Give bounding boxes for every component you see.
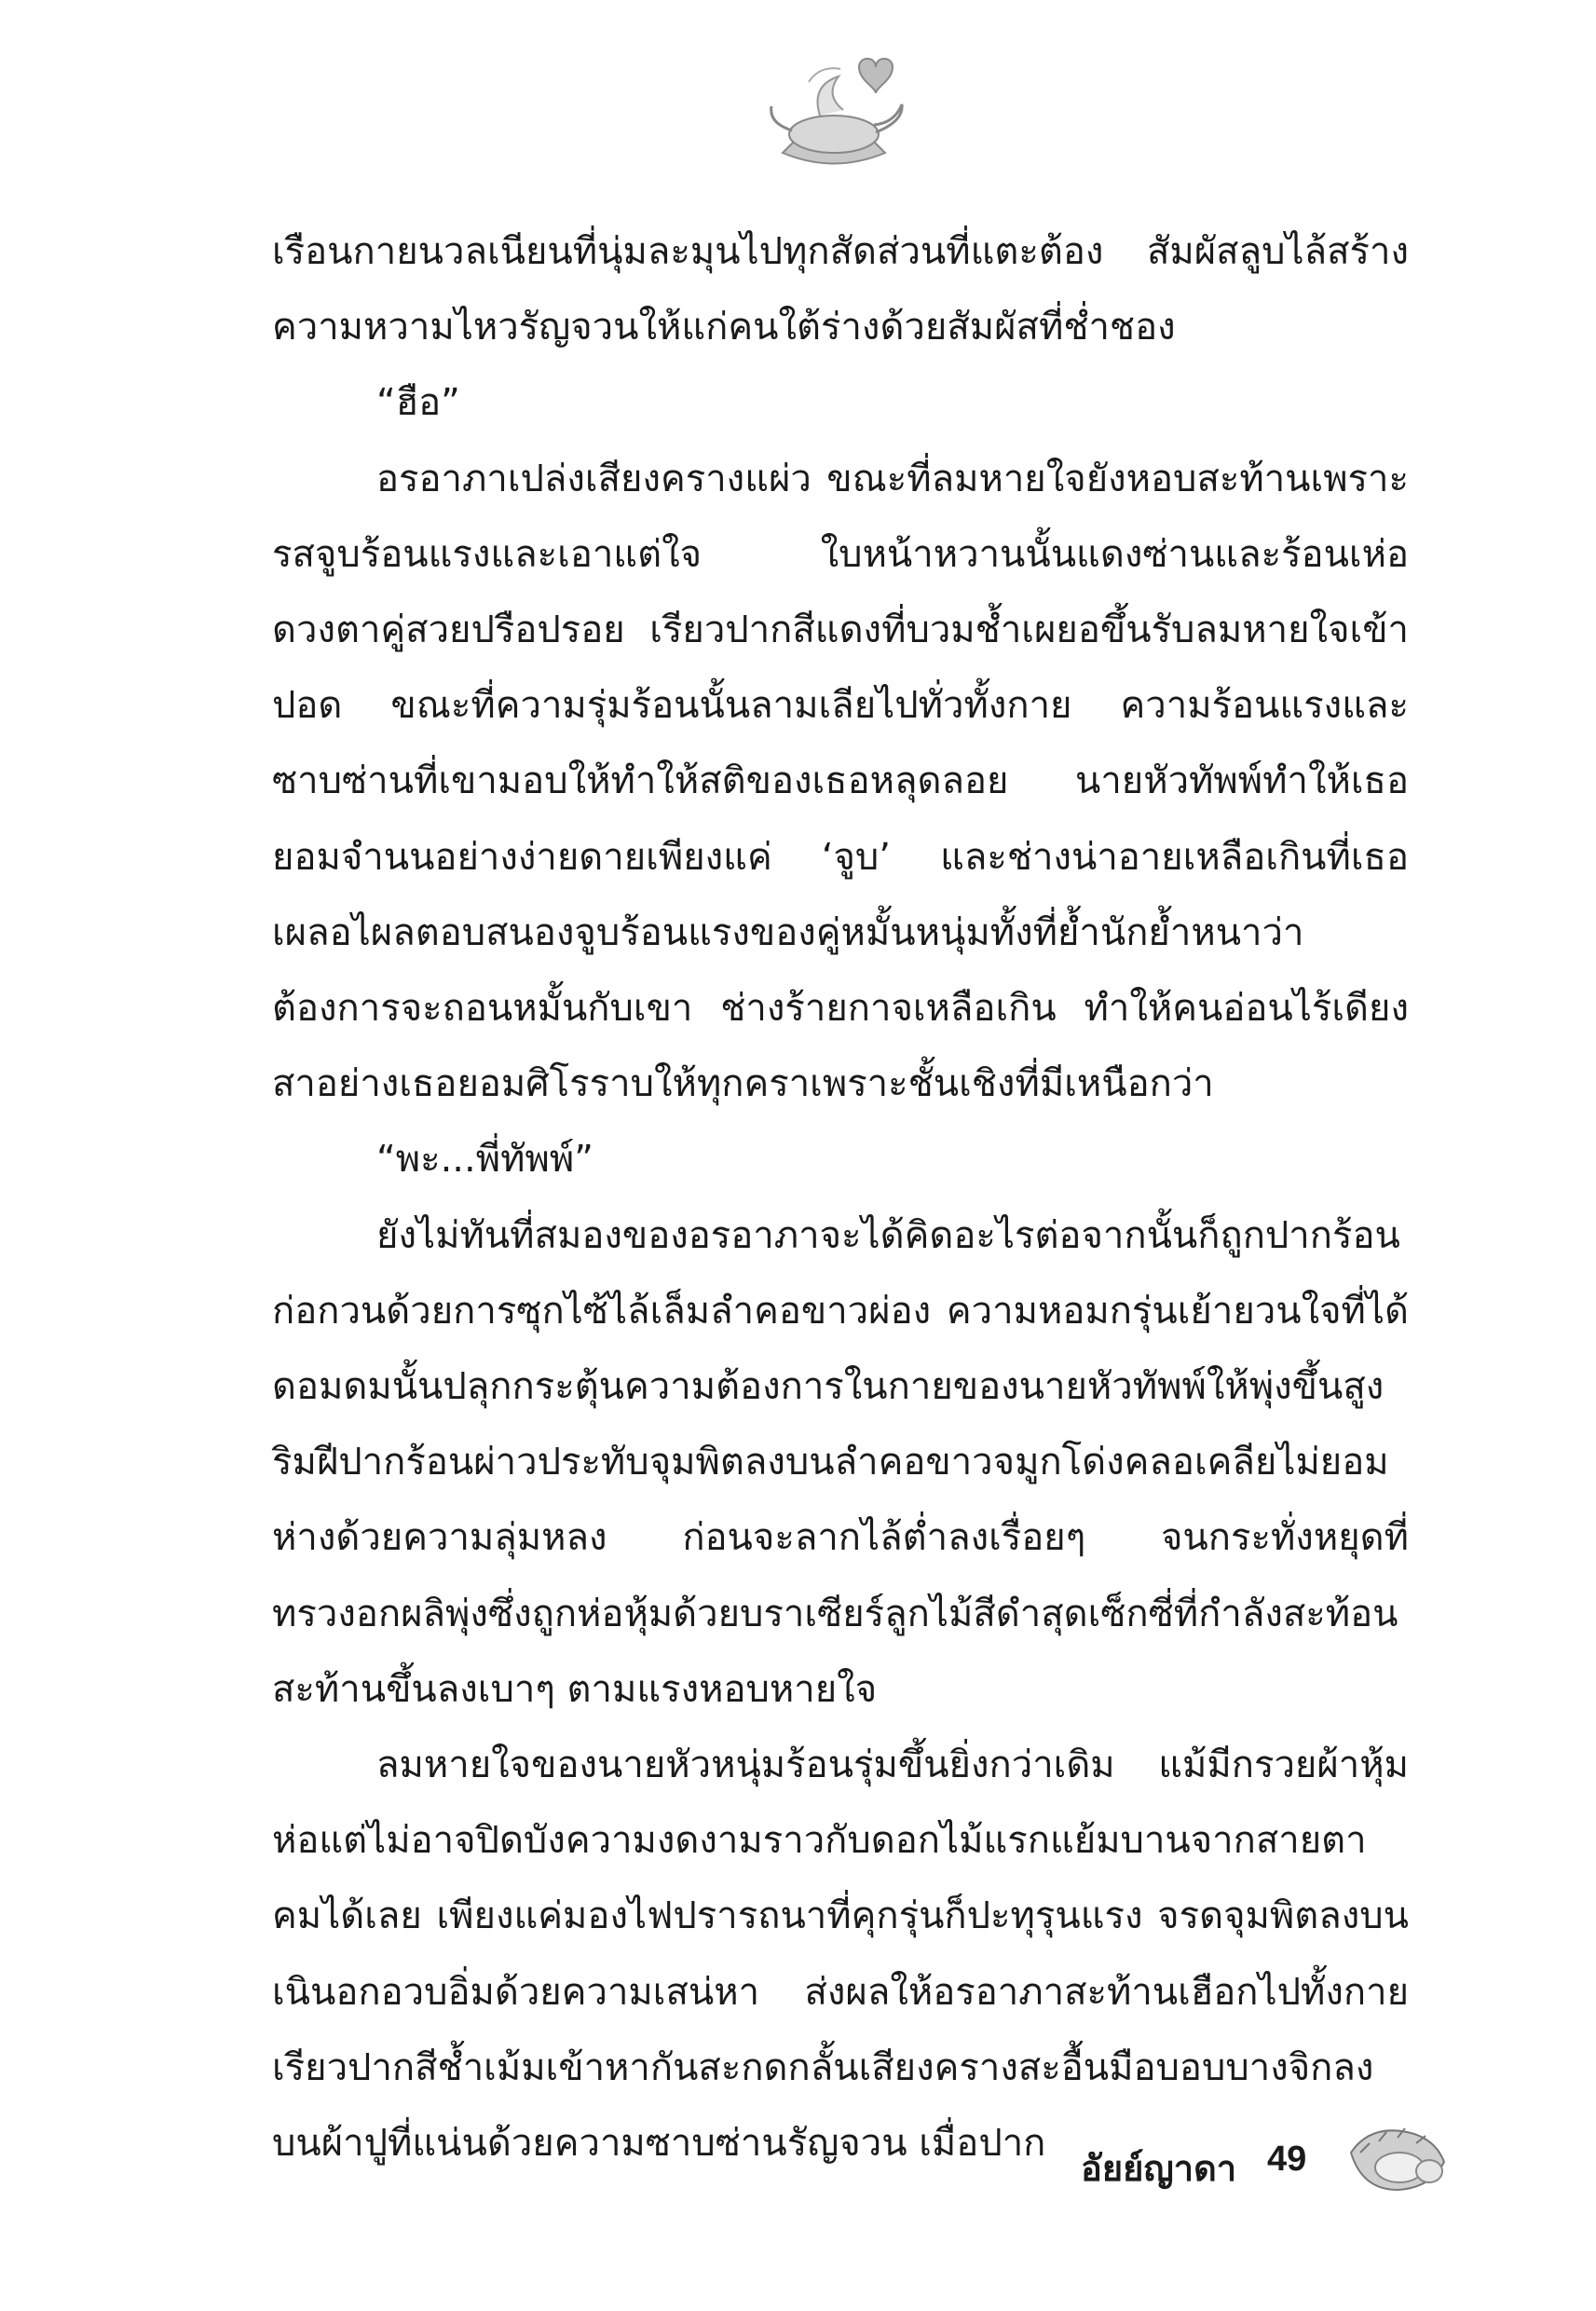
page-footer: [1025, 2115, 1453, 2199]
paragraph: เรือนกายนวลเนียนที่นุ่มละมุนไปทุกสัดส่วนที่แตะต้อง สัมผัสลูบไล้สร้างความหวามไหวรัญจวนให้แก่คนใต้ร่างด้วยสัมผัสที่ช่ำชอง: [272, 230, 1409, 349]
paragraph: อรอาภาเปล่งเสียงครางแผ่ว ขณะที่ลมหายใจยังหอบสะท้านเพราะรสจูบร้อนแรงและเอาแต่ใจ ใบหน้าหวานนั้นแดงซ่านและร้อนเห่อดวงตาคู่สวยปรือปรอย เรียวปากสีแดงที่บวมช้ำเผยอขึ้นรับลมหายใจเข้าปอด ขณะที่ความรุ่มร้อนนั้นลามเลียไปทั่วทั้งกาย ความร้อนแรงและซาบซ่านที่เขามอบให้ทำให้สติของเธอหลุดลอย นายหัวทัพพ์ทำให้เธอยอมจำนนอย่างง่ายดายเพียงแค่ ‘จูบ’ และช่างน่าอายเหลือเกินที่เธอเผลอไผลตอบสนองจูบร้อนแรงของคู่หมั้นหนุ่มทั้งที่ย้ำนักย้ำหนาว่าต้องการจะถอนหมั้นกับเขา ช่างร้ายกาจเหลือเกิน ทำให้คนอ่อนไร้เดียงสาอย่างเธอยอมศิโรราบให้ทุกคราเพราะชั้นเชิงที่มีเหนือกว่า: [272, 457, 1409, 1106]
page-number: 49: [1267, 2140, 1307, 2179]
story-text: [272, 214, 1409, 2181]
durian-icon: [1342, 2115, 1453, 2199]
paragraph: ลมหายใจของนายหัวหนุ่มร้อนรุ่มขึ้นยิ่งกว่าเดิม แม้มีกรวยผ้าหุ้มห่อแต่ไม่อาจปิดบังความงดงามราวกับดอกไม้แรกแย้มบานจากสายตาคมได้เลย เพียงแค่มองไฟปรารถนาที่คุกรุ่นก็ปะทุรุนแรง จรดจุมพิตลงบนเนินอกอวบอิ่มด้วยความเสน่หา ส่งผลให้อรอาภาสะท้านเฮือกไปทั้งกาย เรียวปากสีช้ำเม้มเข้าหากันสะกดกลั้นเสียงครางสะอื้นมือบอบบางจิกลงบนผ้าปูที่แน่นด้วยความซาบซ่านรัญจวน เมื่อปาก: [272, 1744, 1409, 2166]
paragraph-dialogue: “ฮือ”: [376, 381, 460, 425]
genie-lamp-with-heart-icon: [755, 48, 913, 179]
author-name: อัยย์ญาดา: [1081, 2148, 1237, 2189]
paragraph-dialogue: “พะ...พี่ทัพพ์”: [376, 1138, 593, 1182]
paragraph: ยังไม่ทันที่สมองของอรอาภาจะได้คิดอะไรต่อจากนั้นก็ถูกปากร้อนก่อกวนด้วยการซุกไซ้ไล้เล็มลำคอขาวผ่อง ความหอมกรุ่นเย้ายวนใจที่ได้ดอมดมนั้นปลุกกระตุ้นความต้องการในกายของนายหัวทัพพ์ให้พุ่งขึ้นสูง ริมฝีปากร้อนผ่าวประทับจุมพิตลงบนลำคอขาวจมูกโด่งคลอเคลียไม่ยอมห่างด้วยความลุ่มหลง ก่อนจะลากไล้ต่ำลงเรื่อยๆ จนกระทั่งหยุดที่ทรวงอกผลิพุ่งซึ่งถูกห่อหุ้มด้วยบราเซียร์ลูกไม้สีดำสุดเซ็กซี่ที่กำลังสะท้อนสะท้านขึ้นลงเบาๆ ตามแรงหอบหายใจ: [272, 1213, 1409, 1711]
